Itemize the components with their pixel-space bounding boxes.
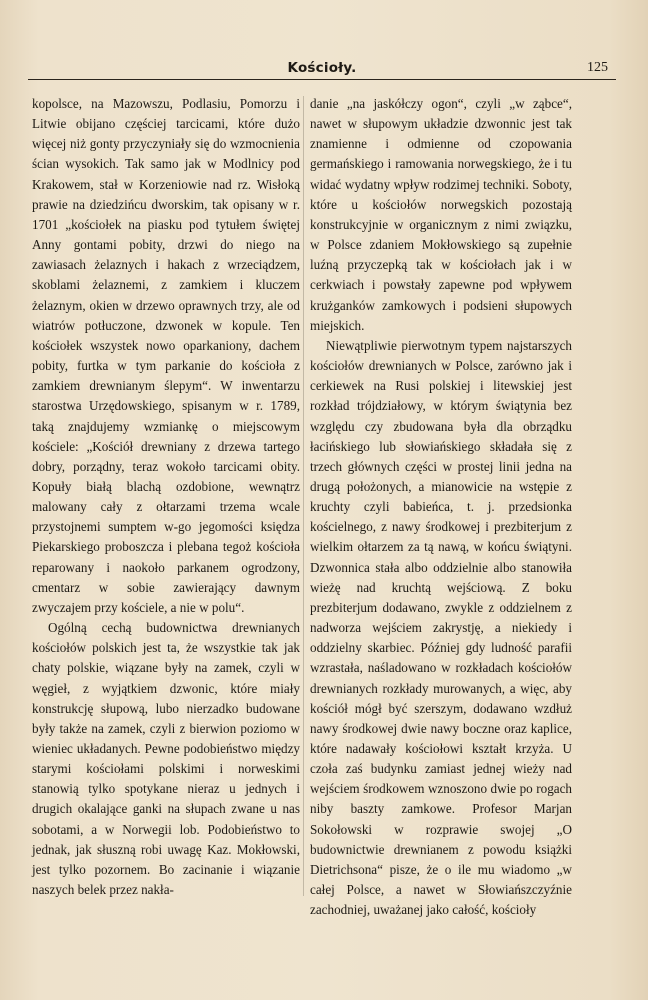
column-divider xyxy=(303,96,304,896)
left-column xyxy=(32,94,300,900)
paragraph: Ogólną cechą budownictwa drewnianych kościołów polskich jest ta, że wszystkie tak jak chaty polskie, wiązane były na zamek, czyli w węgieł, z wyjątkiem dzwonic, które miały konstrukcję słupową, lubo nierzadko budowane były także na zamek, czyli z bierwion poziomo w wieniec układanych. Pewne podobieństwo między starymi kościołami polskimi i norweskimi stanowią tylko spotykane nieraz u jednych i drugich okalające ganki na słupach zwane u nas sobotami, a w Norwegii lob. Podobieństwo to jednak, jak słuszną robi uwagę Kaz. Mokłowski, jest tylko pozornem. Bo zacinanie i wiązanie naszych belek przez nakła- xyxy=(32,620,300,898)
header-rule xyxy=(28,79,616,80)
paragraph: Niewątpliwie pierwotnym typem najstarszych kościołów drewnianych w Polsce, zarówno jak i cerkiewek na Rusi polskiej i litewskiej jest rozkład trójdziałowy, w którym świątynia bez względu czy zbudowana była dla obrządku łacińskiego lub słowiańskiego składała się z trzech głównych części w prostej linii jedna na drugą położonych, a mianowicie na wstępie z kruchty czyli babieńca, t. j. przedsionka kościelnego, z nawy środkowej i prezbiterjum z wielkim ołtarzem za tą nawą, w końcu świątyni. Dzwonnica stała albo oddzielnie albo stanowiła wieżę nad kruchtą wejściową. Z boku prezbiterjum dodawano, zwykle z oddzielnem z nadworza wejściem zakrystję, a niekiedy i oddzielny skarbiec. Później gdy ludność parafii wzrastała, naśladowano w rozkładach kościołów drewnianych rozkłady murowanych, a więc, aby kościół mógł być szerszym, dodawano wzdłuż nawy środkowej dwie nawy boczne oraz kaplice, które nadawały kościołowi kształt krzyża. U czoła zaś budynku zamiast jednej wieży nad wejściem środkowem wznoszono dwie po rogach niby baszty zamkowe. Profesor Marjan Sokołowski w rozprawie swojej „O budownictwie drewnianem z powodu książki Dietrichsona“ pisze, że o ile mu wiadomo „w całej Polsce, a nawet w Słowiańszczyźnie zachodniej, uważanej jako całość, kościoły xyxy=(310,337,572,918)
paragraph: kopolsce, na Mazowszu, Podlasiu, Pomorzu i Litwie obijano częściej tarcicami, które dużo więcej niż gonty przyczyniały się do wzmocnienia ścian wysokich. Tak samo jak w Modlnicy pod Krakowem, stał w Korzeniowie nad rz. Wisłoką prawie na dziedzińcu dworskim, tak opisany w r. 1701 „kościołek na piasku pod tytułem świętej Anny gontami pobity, drzwi do niego na zawiasach żelaznych i hakach z wrzeciądzem, skoblami żelaznemi, z zamkiem i kluczem żelaznym, okien w drzewo oprawnych trzy, ale od wiatrów potłuczone, dzwonek w kopule. Ten kościołek wszystek nowo oparkaniony, dachem pobity, furtka w tym parkanie do kościoła z zamkiem drewnianym ślepym“. W inwentarzu starostwa Urzędowskiego, spisanym w r. 1789, taką znajdujemy wzmiankę o miejscowym kościele: „Kościół drewniany z drzewa tartego dobry, porządny, teraz wokoło tarcicami obity. Kopuły białą blachą ozdobione, wewnątrz malowany cały z ołtarzami trzema wcale przystojnemi sumptem w-go jegomości księdza Piekarskiego proboszcza i plebana tegoż kościoła reparowany i naokoło parkanem ogrodzony, cmentarz w sobie zawierający dawnym zwyczajem przy kościele, a nie w polu“. xyxy=(32,96,300,615)
running-title: Kościoły. xyxy=(287,60,357,76)
paragraph: danie „na jaskółczy ogon“, czyli „w ząbce“, nawet w słupowym układzie dzwonnic jest tak znamienne i odmienne od czopowania germańskiego i ramowania norwegskiego, że i tu widać wydatny wpływ rodzimej techniki. Soboty, które u kościołów norwegskich pozostają konstrukcyjnie w organicznym z nimi związku, w Polsce zdaniem Mokłowskiego są zupełnie luźną przyczepką tak w kościołach jak i w cerkwiach i powstały zapewne pod wpływem krużganków zamkowych i podsieni słupowych miejskich. xyxy=(310,96,572,333)
page-number: 125 xyxy=(587,60,608,75)
running-header xyxy=(28,58,616,80)
right-column xyxy=(310,94,572,920)
